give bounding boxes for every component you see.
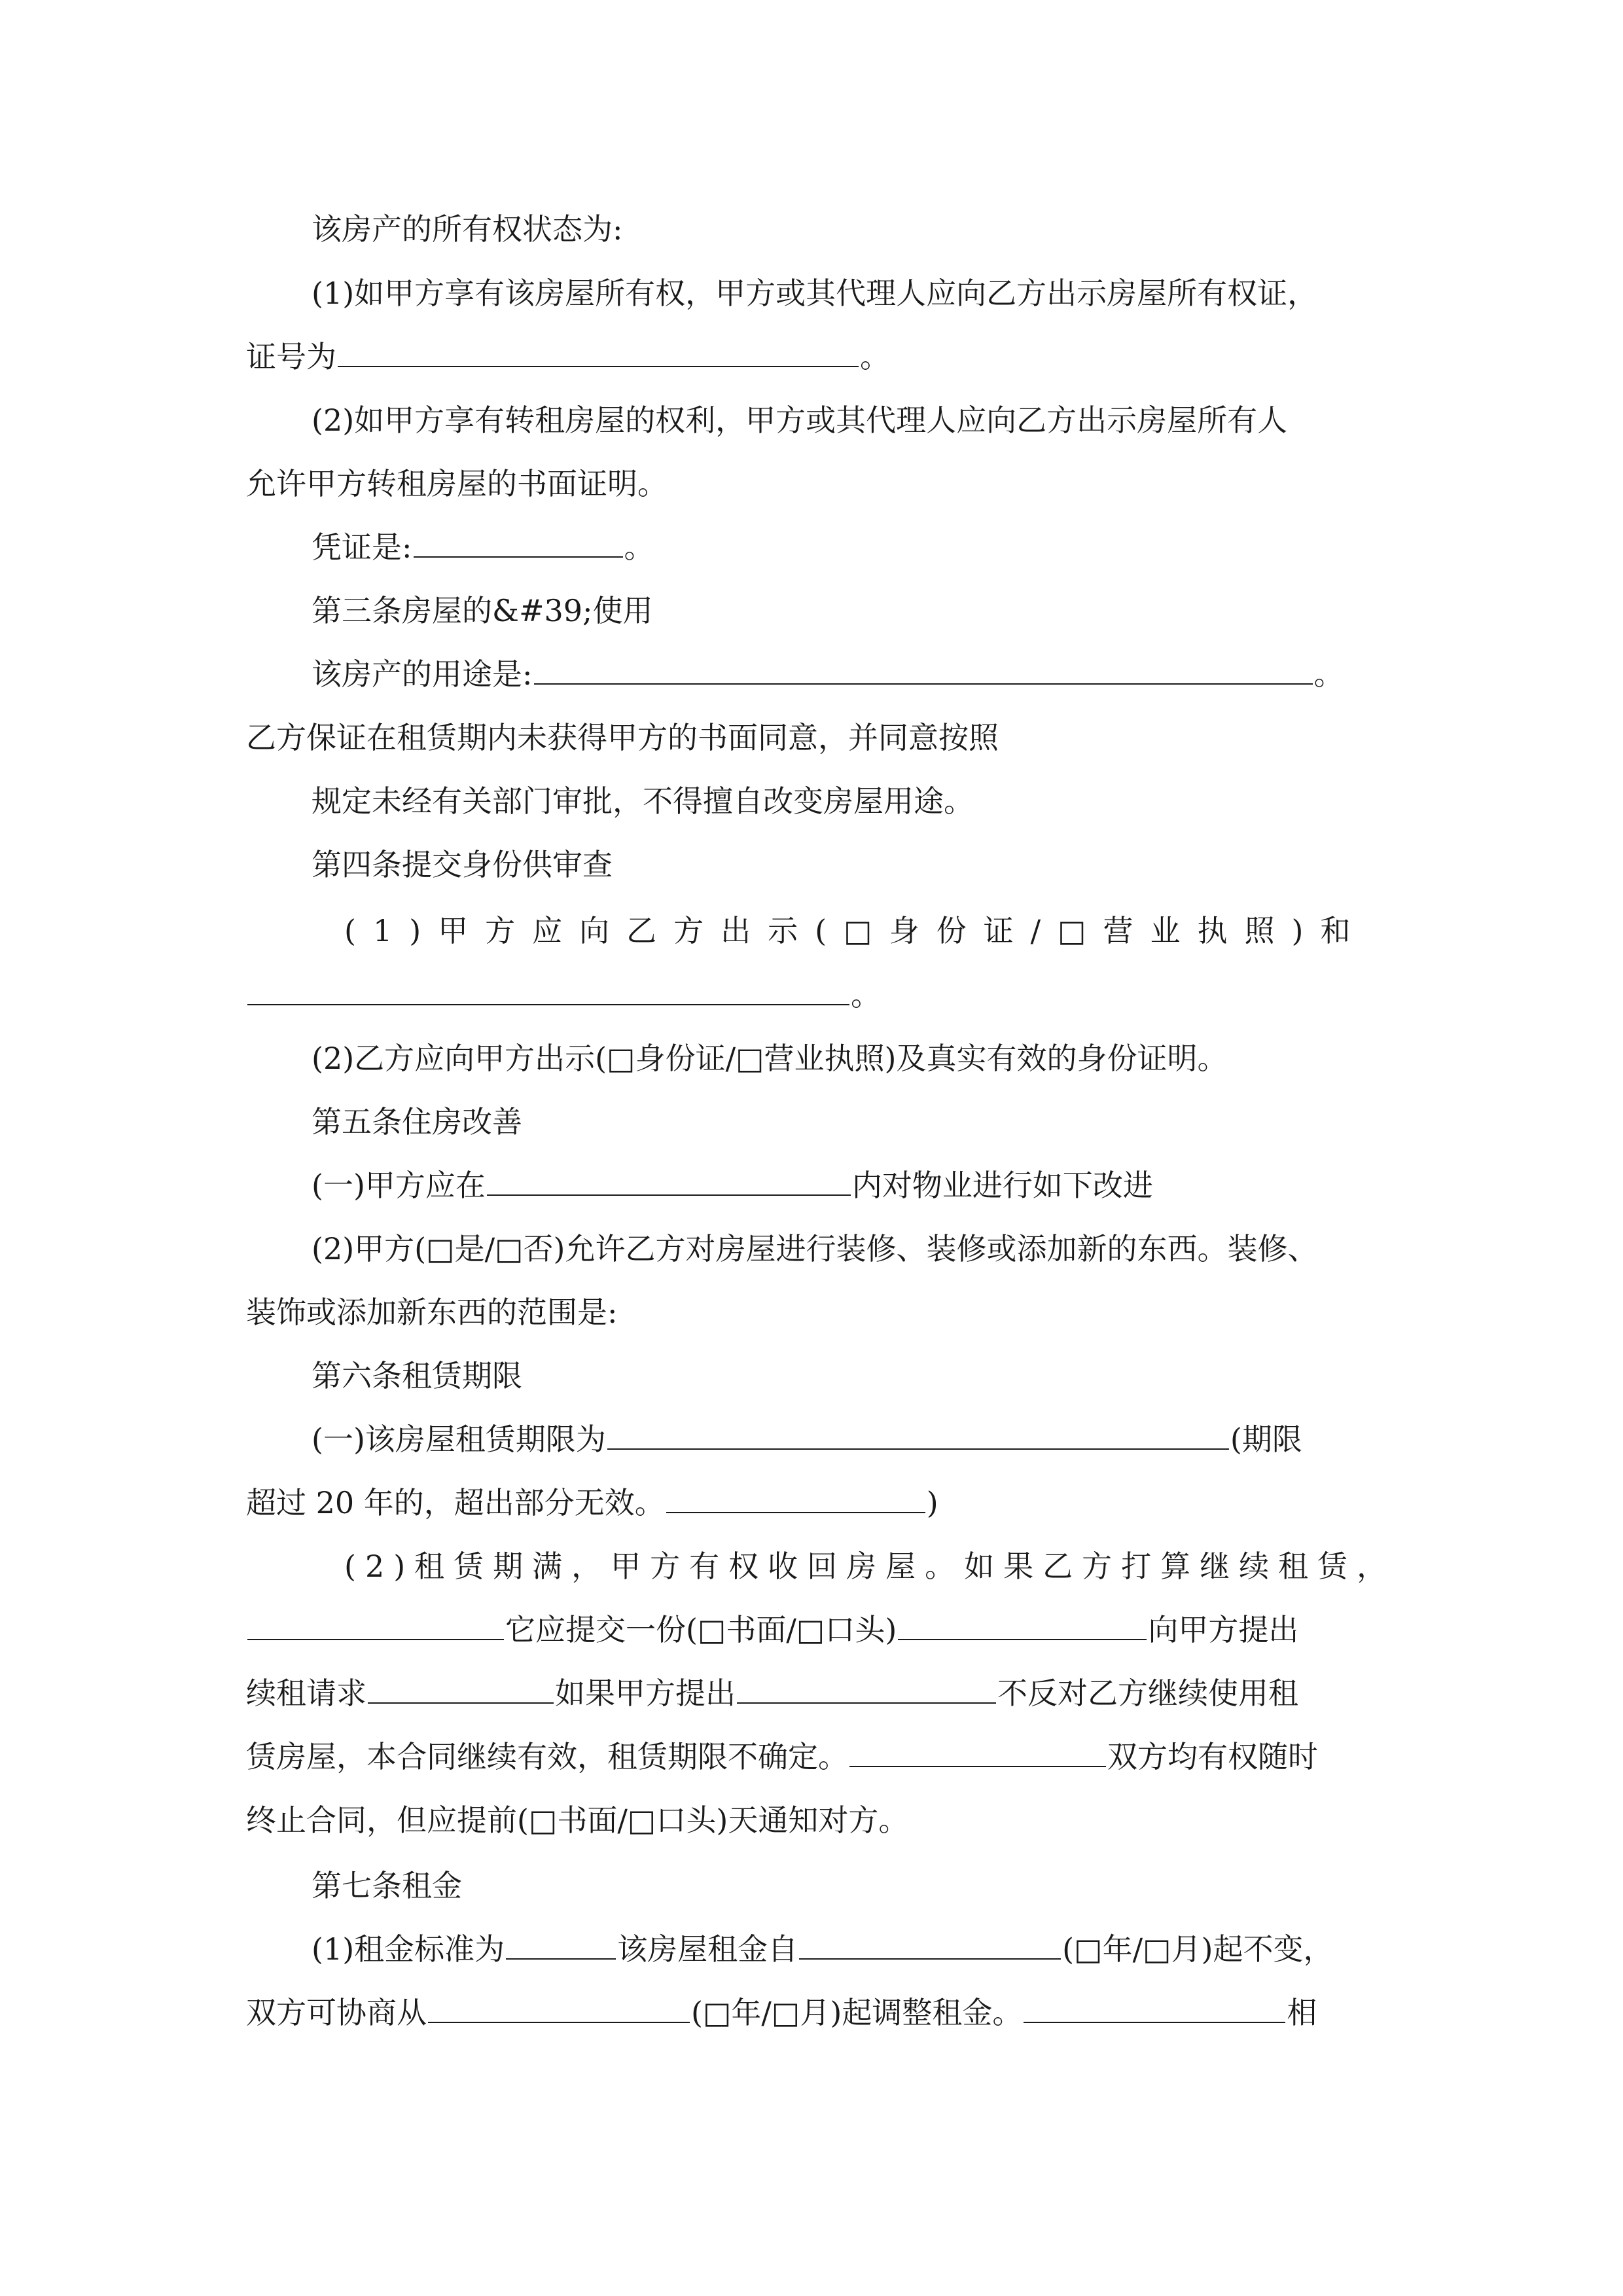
- fill-blank: [487, 1168, 851, 1196]
- paragraph-lease-term: (一)该房屋租赁期限为 (期限: [312, 1422, 1302, 1457]
- fill-blank: [247, 978, 849, 1005]
- paragraph-rent-standard: (1)租金标准为 该房屋租金自 (□年/□月)起不变，: [312, 1931, 1334, 1967]
- paragraph-credential: 凭证是: 。: [312, 529, 654, 565]
- heading-article-6: 第六条租赁期限: [312, 1358, 522, 1393]
- fill-blank: [506, 1932, 616, 1960]
- fill-blank: [368, 1676, 554, 1704]
- paragraph-lessor-id-blank: 。: [246, 975, 881, 1014]
- paragraph-decoration: (2)甲方(□是/□否)允许乙方对房屋进行装修、装修或添加新的东西。装修、: [312, 1231, 1318, 1266]
- paragraph-decoration-scope: 装饰或添加新东西的范围是:: [246, 1295, 618, 1330]
- paragraph-improvement: (一)甲方应在 内对物业进行如下改进: [312, 1168, 1153, 1203]
- fill-blank: [414, 530, 623, 558]
- paragraph-term-limit: 超过 20 年的，超出部分无效。 ): [246, 1485, 938, 1520]
- heading-article-3: 第三条房屋的&#39;使用: [312, 593, 653, 628]
- paragraph-termination-notice: 终止合同，但应提前(□书面/□口头)天通知对方。: [246, 1803, 909, 1838]
- paragraph-usage: 该房产的用途是: 。: [312, 656, 1344, 692]
- fill-blank: [799, 1932, 1061, 1960]
- heading-article-5: 第五条住房改善: [312, 1104, 522, 1139]
- fill-blank: [338, 340, 859, 367]
- paragraph-ownership-status: 该房产的所有权状态为:: [312, 211, 623, 247]
- fill-blank: [666, 1486, 925, 1513]
- paragraph-renewal-condition: 续租请求 如果甲方提出 不反对乙方继续使用租: [246, 1676, 1298, 1711]
- fill-blank: [607, 1422, 1229, 1450]
- paragraph-certificate-number: 证号为 。: [246, 339, 890, 374]
- heading-article-7: 第七条租金: [312, 1868, 462, 1903]
- fill-blank: [898, 1613, 1147, 1640]
- paragraph-renewal-request: 它应提交一份(□书面/□口头) 向甲方提出: [246, 1610, 1298, 1649]
- paragraph-lessee-id: (2)乙方应向甲方出示(□身份证/□营业执照)及真实有效的身份证明。: [312, 1041, 1228, 1076]
- paragraph-lessee-guarantee: 乙方保证在租赁期内未获得甲方的书面同意，并同意按照: [246, 720, 999, 755]
- paragraph-ownership-clause-2: (2)如甲方享有转租房屋的权利，甲方或其代理人应向乙方出示房屋所有人: [312, 403, 1288, 438]
- fill-blank: [428, 1996, 690, 2023]
- fill-blank: [1024, 1996, 1285, 2023]
- fill-blank: [534, 657, 1313, 685]
- paragraph-lease-expiry: (2)租赁期满，甲方有权收回房屋。如果乙方打算继续租赁，: [344, 1549, 1397, 1584]
- paragraph-no-change-usage: 规定未经有关部门审批，不得擅自改变房屋用途。: [312, 783, 974, 819]
- heading-article-4: 第四条提交身份供审查: [312, 847, 613, 882]
- paragraph-ownership-clause-1: (1)如甲方享有该房屋所有权，甲方或其代理人应向乙方出示房屋所有权证，: [312, 276, 1318, 311]
- paragraph-lessor-id: (1)甲方应向乙方出示(□身份证/□营业执照)和: [344, 913, 1368, 948]
- paragraph-indefinite-term: 赁房屋，本合同继续有效，租赁期限不确定。 双方均有权随时: [246, 1739, 1318, 1774]
- fill-blank: [247, 1613, 504, 1640]
- fill-blank: [737, 1676, 996, 1704]
- paragraph-written-proof: 允许甲方转租房屋的书面证明。: [246, 466, 668, 501]
- fill-blank: [849, 1740, 1106, 1767]
- paragraph-rent-adjustment: 双方可协商从 (□年/□月)起调整租金。 相: [246, 1995, 1317, 2030]
